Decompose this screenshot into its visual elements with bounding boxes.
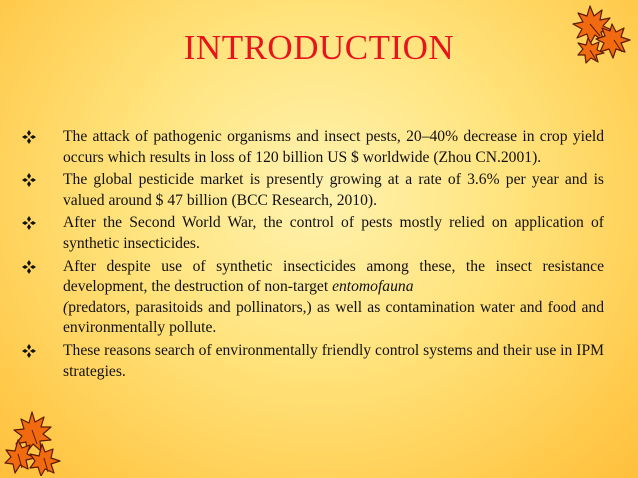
autumn-leaves-icon (4, 410, 66, 476)
bullet-item (22, 213, 604, 254)
bullet-text: The global pesticide market is presently growing at a rate of 3.6% per year and is valued around $ 47 billion (BCC Research, 2010). (63, 171, 604, 209)
bullet-item (22, 257, 604, 339)
bullet-list (22, 127, 604, 384)
diamond-quad-bullet-icon (22, 260, 36, 274)
bullet-item (22, 127, 604, 168)
bullet-text: The attack of pathogenic organisms and insect pests, 20–40% decrease in crop yield occurs which results in loss of 120 billion US $ worldwide (Zhou CN.2001). (63, 128, 604, 166)
diamond-quad-bullet-icon (22, 216, 36, 230)
bullet-text-part: predators, parasitoids and pollinators,) as well as contamination water and food and environmentally pollute. (63, 298, 604, 337)
bullet-text (63, 257, 604, 339)
diamond-quad-bullet-icon (22, 130, 36, 144)
bullet-text: These reasons search of environmentally friendly control systems and their use in IPM strategies. (63, 341, 604, 380)
bullet-italic-paren: ( (63, 298, 69, 316)
slide-title: INTRODUCTION (183, 28, 455, 67)
diamond-quad-bullet-icon (22, 173, 36, 187)
bullet-italic-term: entomofauna (332, 278, 414, 296)
diamond-quad-bullet-icon (22, 344, 36, 358)
bullet-item (22, 341, 604, 382)
bullet-text-part: After despite use of synthetic insecticides among these, the insect resistance development, the destruction of non-target (63, 257, 604, 296)
bullet-item (22, 170, 604, 211)
bullet-text: After the Second World War, the control of pests mostly relied on application of synthetic insecticides. (63, 214, 604, 252)
